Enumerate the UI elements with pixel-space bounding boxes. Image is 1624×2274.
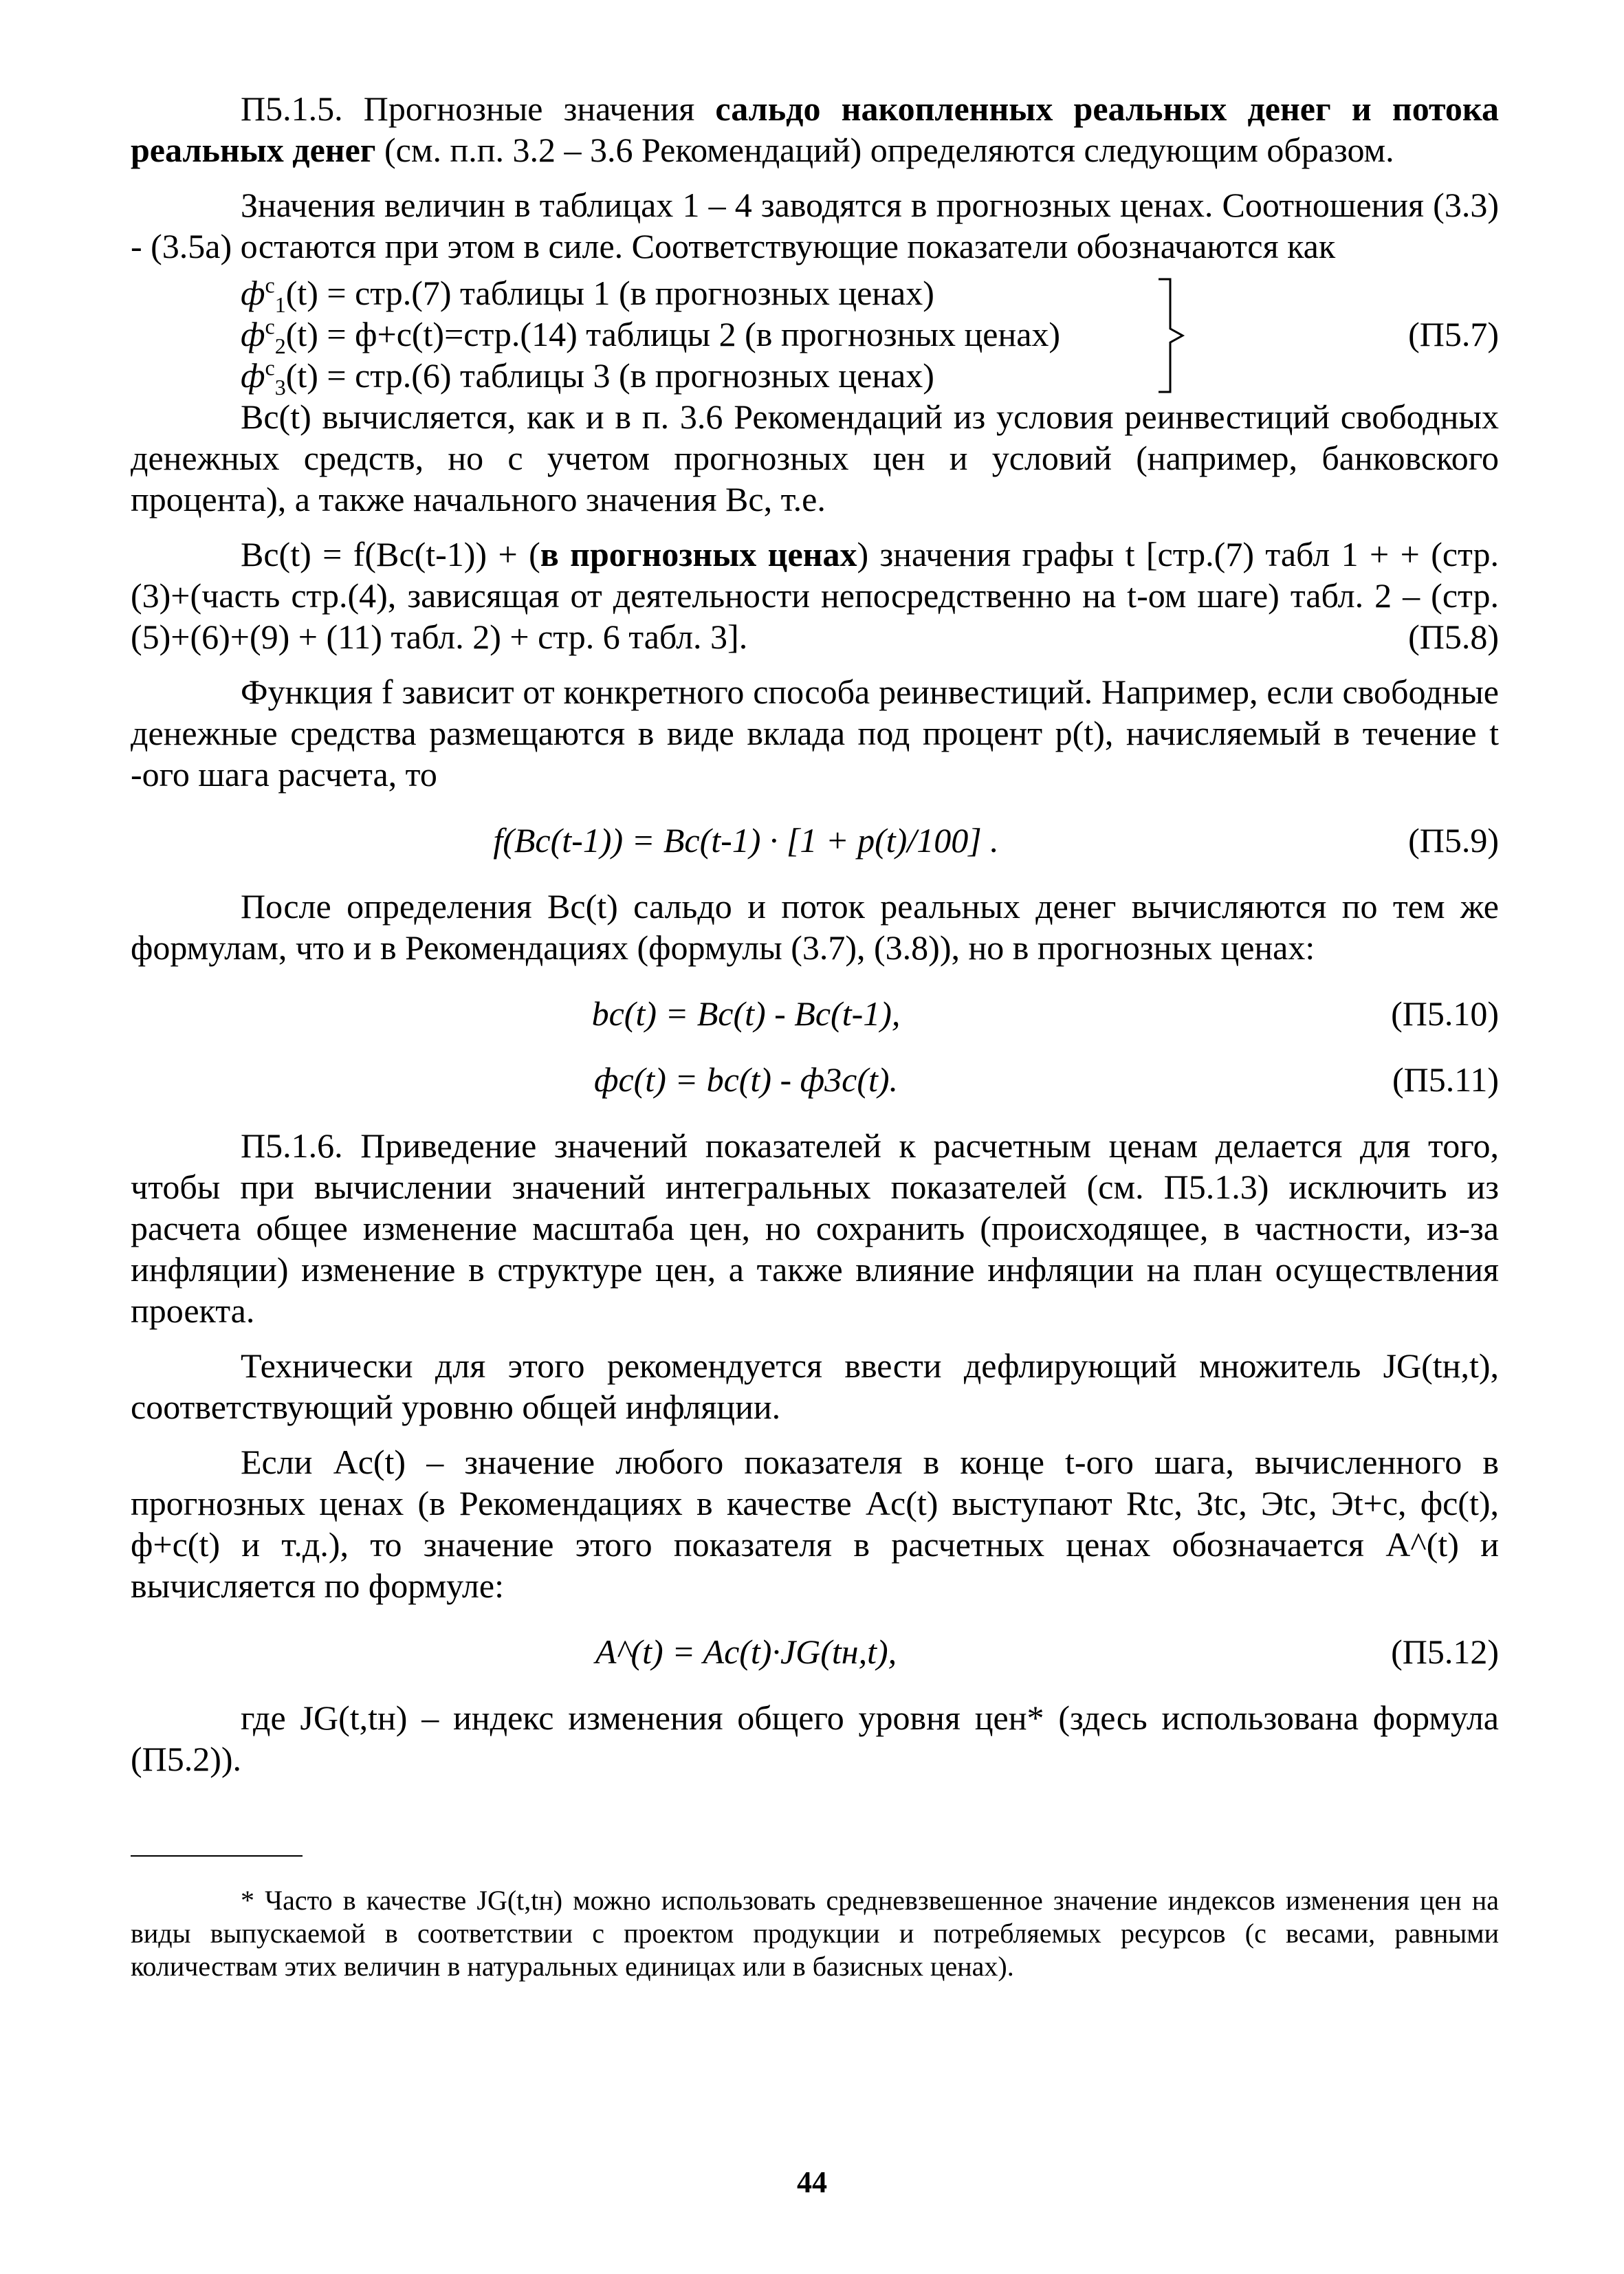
paragraph-ac-value: Если Ac(t) – значение любого показателя в конце t-ого шага, вычисленного в прогнозных ценах (в Рекомендациях в качестве Ac(t) выступают Rtc, Зtc, Эtc, Эt+c, фc(t), ф+c(t) и т.д.), то значение этого показателя в расчетных ценах обозначается A^(t) и вычисляется по формуле: bbox=[131, 1443, 1499, 1605]
equation-number-p5-11: (П5.11) bbox=[1392, 1060, 1499, 1099]
equation-number-p5-8: (П5.8) bbox=[1408, 617, 1499, 656]
footnote: * Часто в качестве JG(t,tн) можно использовать средневзвешенное значение индексов изменения цен на виды выпускаемой в соответствии с проектом продукции и потребляемых ресурсов (с весами, равными количествам этих величин в натуральных единицах или в базисных ценах). bbox=[131, 1885, 1499, 1982]
equation-number-p5-9: (П5.9) bbox=[1408, 821, 1499, 860]
equation-system-p5-7 bbox=[131, 272, 1499, 400]
formula-p5-9: f(Bc(t-1)) = Bc(t-1) · [1 + p(t)/100] . bbox=[493, 821, 999, 860]
system-row-2: $ф^c_2(t) = ф+c(t)=стр.(14)$ таблицы 2 (в прогнозных ценах) bbox=[241, 314, 1061, 358]
paragraph-function-f: Функция f зависит от конкретного способа реинвестиций. Например, если свободные денежные средства размещаются в виде вклада под процент p(t), начисляемый в течение t -ого шага расчета, то bbox=[131, 673, 1499, 794]
formula-p5-11: фc(t) = bc(t) - ф3c(t). bbox=[593, 1060, 899, 1099]
formula-p5-10: bc(t) = Bc(t) - Bc(t-1), bbox=[591, 994, 901, 1033]
paragraph-p5-1-6: П5.1.6. Приведение значений показателей к расчетным ценам делается для того, чтобы при вычислении значений интегральных показателей (см. П5.1.3) исключить из расчета общее изменение масштаба цен, но сохранить (происходящее, в частности, из-за инфляции) изменение в структуре цен, а также влияние инфляции на план осуществления проекта. bbox=[131, 1126, 1499, 1330]
equation-p5-11 bbox=[131, 1059, 1499, 1100]
equation-p5-10 bbox=[131, 993, 1499, 1034]
equation-p5-12 bbox=[131, 1631, 1499, 1672]
document-page bbox=[131, 88, 1499, 1983]
footnote-divider bbox=[131, 1855, 303, 1857]
system-row-1: $ф^c_1(t) = стр.(7)$ таблицы 1 (в прогнозных ценах) bbox=[241, 272, 934, 317]
paragraph-bc-computed: Bc(t) вычисляется, как и в п. 3.6 Рекомендаций из условия реинвестиций свободных денежных средств, но с учетом прогнозных цен и условий (например, банковского процента), а также начального значения Bc, т.е. bbox=[131, 397, 1499, 518]
right-brace-icon bbox=[1155, 275, 1196, 396]
equation-number-p5-12: (П5.12) bbox=[1391, 1632, 1499, 1671]
formula-p5-12: A^(t) = Ac(t)·JG(tн,t), bbox=[595, 1632, 897, 1671]
paragraph-deflator: Технически для этого рекомендуется ввести дефлирующий множитель JG(tн,t), соответствующий уровню общей инфляции. bbox=[131, 1346, 1499, 1426]
paragraph-values-forecast: Значения величин в таблицах 1 – 4 заводятся в прогнозных ценах. Соотношения (3.3) - (3.5а) остаются при этом в силе. Соответствующие показатели обозначаются как bbox=[131, 186, 1499, 265]
paragraph-after-bc: После определения Bc(t) сальдо и поток реальных денег вычисляются по тем же формулам, что и в Рекомендациях (формулы (3.7), (3.8)), но в прогнозных ценах: bbox=[131, 887, 1499, 967]
equation-p5-9 bbox=[131, 820, 1499, 861]
page-number: 44 bbox=[797, 2165, 827, 2199]
paragraph-price-index: где JG(t,tн) – индекс изменения общего уровня цен* (здесь использована формула (П5.2)). bbox=[131, 1698, 1499, 1778]
paragraph-p5-1-5: П5.1.5. Прогнозные значения сальдо накопленных реальных денег и потока реальных денег (см. п.п. 3.2 – 3.6 Рекомендаций) определяются следующим образом. bbox=[131, 89, 1499, 169]
paragraph-bc-formula: Bc(t) = f(Bc(t-1)) + (в прогнозных ценах) значения графы t [стр.(7) табл 1 + + (стр.(3)+(часть стр.(4), зависящая от деятельности непосредственно на t-ом шаге) табл. 2 – (стр.(5)+(6)+(9) + (11) табл. 2) + стр. 6 табл. 3]. (П5.8) bbox=[131, 535, 1499, 656]
system-row-3: $ф^c_3(t) = стр.(6)$ таблицы 3 (в прогнозных ценах) bbox=[241, 355, 934, 400]
equation-number-p5-10: (П5.10) bbox=[1391, 994, 1499, 1033]
equation-number-p5-7: (П5.7) bbox=[1408, 315, 1499, 353]
